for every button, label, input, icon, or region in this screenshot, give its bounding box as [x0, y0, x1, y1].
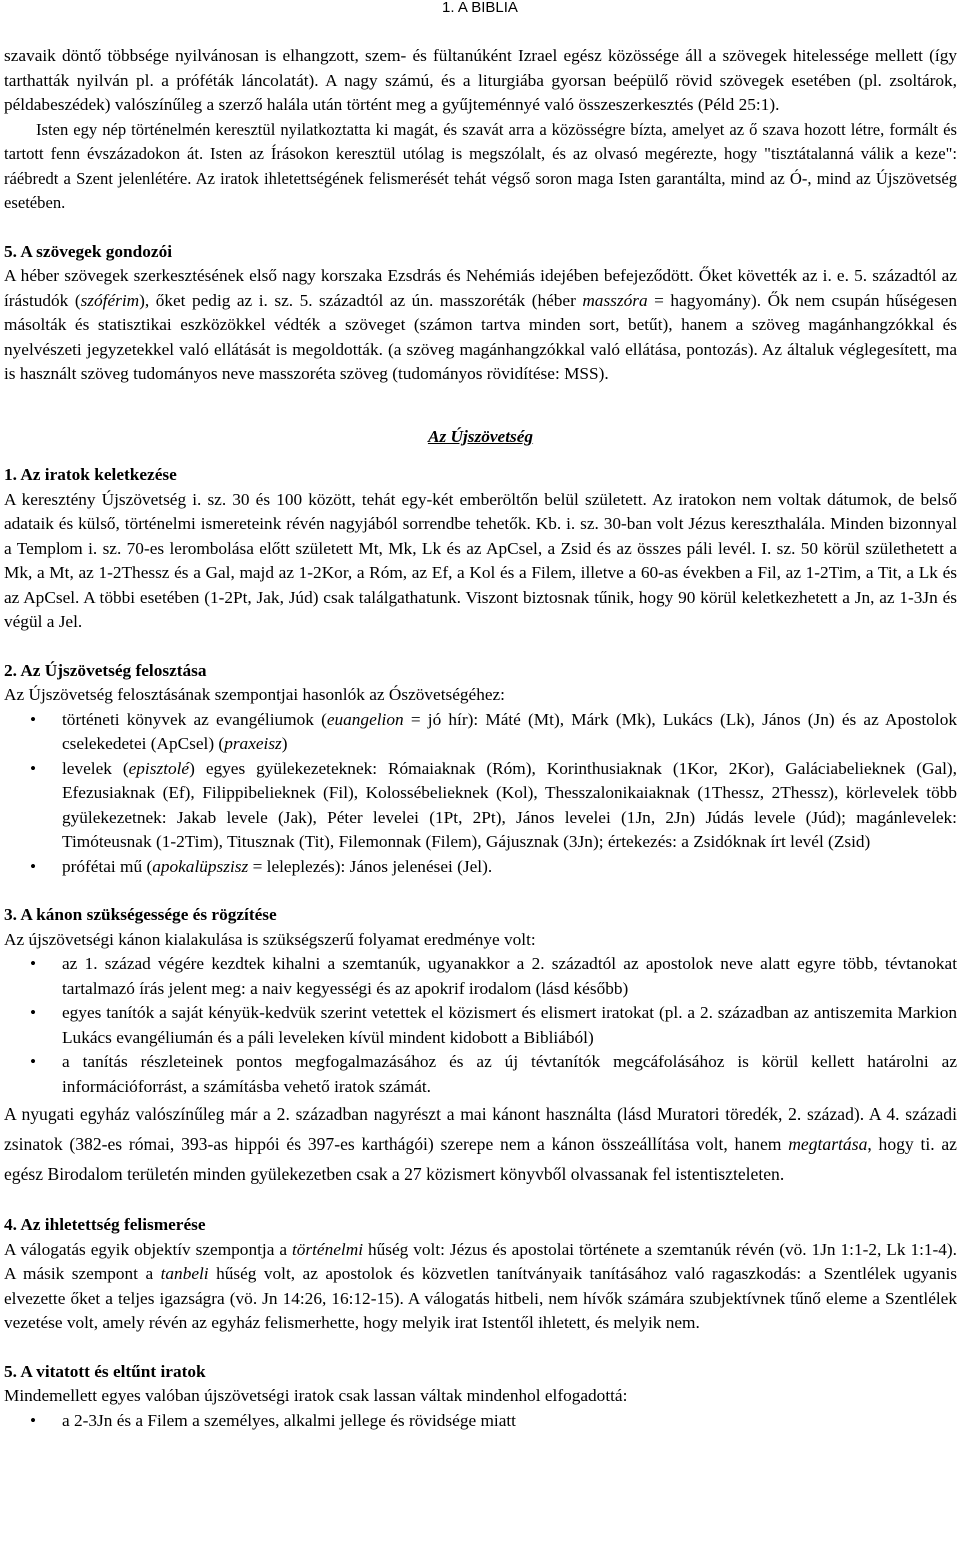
list-item: • történeti könyvek az evangéliumok (euangelion = jó hír): Máté (Mt), Márk (Mk), Lukács (Lk), János (Jn) és az Apostolok cselekedetei (ApCsel) (praxeisz)	[30, 709, 957, 753]
section-heading-canon: 3. A kánon szükségessége és rögzítése	[4, 905, 277, 924]
section-heading-disputed: 5. A vitatott és eltűnt iratok	[4, 1361, 206, 1381]
list-item: • az 1. század végére kezdtek kihalni a szemtanúk, ugyanakkor a 2. századtól az apostolok neve alatt egyre több, tévtanokat tartalmazó írás jelent meg: a naiv kegyességi és az apokrif irodalom (lásd később)	[30, 954, 957, 998]
new-testament-title: Az Újszövetség	[427, 426, 534, 446]
bullet-icon: •	[30, 856, 37, 876]
intro-paragraph: szavaik döntő többsége nyilvánosan is elhangzott, szem- és fültanúként Izrael egész közössége áll a szövegek hitelessége mellett (így tarthatták nyilván pl. a próféták láncolatát). A nagy számú, és a liturgiába gyorsan beépülő rövid szövegek esetében (pl. zsoltárok, példabeszédek) valószínűleg a szerző halála után történt meg a gyűjteménnyé való összeszerkesztés (Péld 25:1).	[4, 46, 957, 114]
division-list	[4, 708, 957, 880]
canon-intro: Az újszövetségi kánon kialakulása is szükségszerű folyamat eredménye volt:	[4, 929, 536, 949]
bullet-icon: •	[30, 709, 37, 729]
bullet-icon: •	[30, 1003, 37, 1022]
section-heading-division: 2. Az Újszövetség felosztása	[4, 660, 207, 680]
list-item: • a tanítás részleteinek pontos megfogalmazásához és az új tévtanítók megcáfolásához is körül kellett határolni az információforrást, a számításba vehető iratok számát.	[30, 1052, 957, 1096]
list-item: • prófétai mű (apokalüpszisz = leleplezés): János jelenései (Jel).	[4, 855, 957, 880]
list-item: • a 2-3Jn és a Filem a személyes, alkalmi jellege és rövidsége miatt	[4, 1409, 957, 1434]
disputed-list	[4, 1409, 957, 1434]
bullet-icon: •	[30, 1052, 37, 1071]
term-masora: masszóra	[582, 290, 648, 310]
bullet-icon: •	[30, 758, 37, 778]
disputed-intro: Mindemellett egyes valóban újszövetségi iratok csak lassan váltak mindenhol elfogadottá:	[4, 1386, 628, 1405]
section-heading-inspiration: 4. Az ihletettség felismerése	[4, 1215, 206, 1234]
caretakers-paragraph: A héber szövegek szerkesztésének első nagy korszaka Ezsdrás és Nehémiás idejében befejeződött. Őket követték az i. e. 5. századtól az írástudók (szóférim), őket pedig az i. sz. 5. századtól az ún. masszoréták (héber masszóra = hagyomány). Ők nem csupán hűségesen másolták és statisztikai eszközökkel védték a szöveget (számon tartva minden sort, betűt), hanem a szöveg magánhangzókkal és nyelvészeti jegyzetekkel való ellátását is megoldották. (a szöveg magánhangzókkal való ellátása, pontozás). Az általuk véglegesített, ma is használt szöveg tudományos neve masszoréta szöveg (tudományos rövidítése: MSS).	[4, 266, 957, 383]
revelation-paragraph: Isten egy nép történelmén keresztül nyilatkoztatta ki magát, és szavát arra a közösségre bízta, amelyet az ő szava hozott létre, formált és tartott fenn évszázadokon át. Isten az Írásokon keresztül utólag is megszólalt, és az olvasó megérezte, hogy "tisztátalanná válik a keze": ráébredt a Szent jelenlétére. Az iratok ihletettségének felismerését tehát végső soron maga Isten garantálta, mind az Ó-, mind az Újszövetség esetében.	[4, 119, 957, 212]
bullet-icon: •	[30, 954, 37, 973]
term-soferim: szóférim	[80, 290, 140, 310]
list-item: • levelek (episztolé) egyes gyülekezeteknek: Rómaiaknak (Róm), Korinthusiaknak (1Kor, 2Kor), Galáciabelieknek (Gal), Efezusiaknak (Ef), Filippibelieknek (Fil), Kolossébelieknek (Kol), Thesszalonikaiaknak (1Thessz, 2Thessz), körlevelek több gyülekezetnek: Jakab levele (Jak), Péter levelei (1Pt, 2Pt), János levelei (1Jn, 2Jn) Júdás levele (Júd); magánlevelek: Timóteusnak (1-2Tim), Titusznak (Tit), Filemonnak (Filem), Gájusznak (3Jn); értekezés: a Zsidóknak írt levél (Zsid)	[30, 758, 957, 851]
bullet-icon: •	[30, 1410, 37, 1430]
canon-list	[4, 952, 957, 1099]
section-heading-caretakers: 5. A szövegek gondozói	[4, 241, 173, 261]
section-heading-origin: 1. Az iratok keletkezése	[4, 465, 177, 484]
inspiration-paragraph: A válogatás egyik objektív szempontja a történelmi hűség volt: Jézus és apostolai története a szemtanúk révén (vö. 1Jn 1:1-2, Lk 1:1-4). A másik szempont a tanbeli hűség volt, az apostolok és közvetlen tanítványaik tanításához való ragaszkodás: a Szentlélek ugyanis elvezette őket a teljes igazságra (vö. Jn 14:26, 16:12-15). A válogatás hitbeli, nem hívők számára szubjektívnek tűnő eleme a Szentlélek vezetése volt, amely révén az egyház felismerhette, hogy melyik irat Istentől ihletett, és melyik nem.	[4, 1239, 957, 1332]
document-body	[4, 44, 957, 1433]
page-header: 1. A BIBLIA	[442, 0, 518, 16]
list-item: • egyes tanítók a saját kényük-kedvük szerint vetettek el közismert és elismert iratokat (pl. a 2. században az antiszemita Markion Lukács evangéliumán és a páli leveleken kívül mindent kidobott a Bibliából)	[30, 1003, 957, 1047]
division-intro: Az Újszövetség felosztásának szempontjai hasonlók az Ószövetségéhez:	[4, 685, 505, 704]
origin-paragraph: A keresztény Újszövetség i. sz. 30 és 100 között, tehát egy-két emberöltőn belül született. Az iratokon nem voltak dátumok, de belső adataik és külső, történelmi ismereteink révén nagyjából sorrendbe tehetők. Kb. i. sz. 30-ban volt Jézus kereszthalála. Minden bizonnyal a Templom i. sz. 70-es lerombolása előtt született Mt, Mk, Lk és az ApCsel, a Zsid és az összes páli levél. I. sz. 50 körül születhetett a Mk, a Mt, az 1-2Thessz és a Gal, majd az 1-2Kor, a Róm, az Ef, a Kol és a Filem, illetve a 60-as években a Fil, az 1-2Tim, a Tit, a Lk és az ApCsel. A többi esetében (1-2Pt, Jak, Júd) csak találgathatunk. Viszont biztosnak tűnik, hogy 90 körül keletkezhetett a Jn, az 1-3Jn és végül a Jel.	[4, 489, 957, 631]
canon-paragraph: A nyugati egyház valószínűleg már a 2. században nagyrészt a mai kánont használta (lásd Muratori töredék, 2. század). A 4. századi zsinatok (382-es római, 393-as hippói és 397-es karthágói) szerepe nem a kánon összeállítása volt, hanem megtartása, hogy ti. az egész Birodalom területén minden gyülekezetben csak a 27 közismert könyvből olvassanak fel istentiszteleten.	[4, 1104, 957, 1184]
